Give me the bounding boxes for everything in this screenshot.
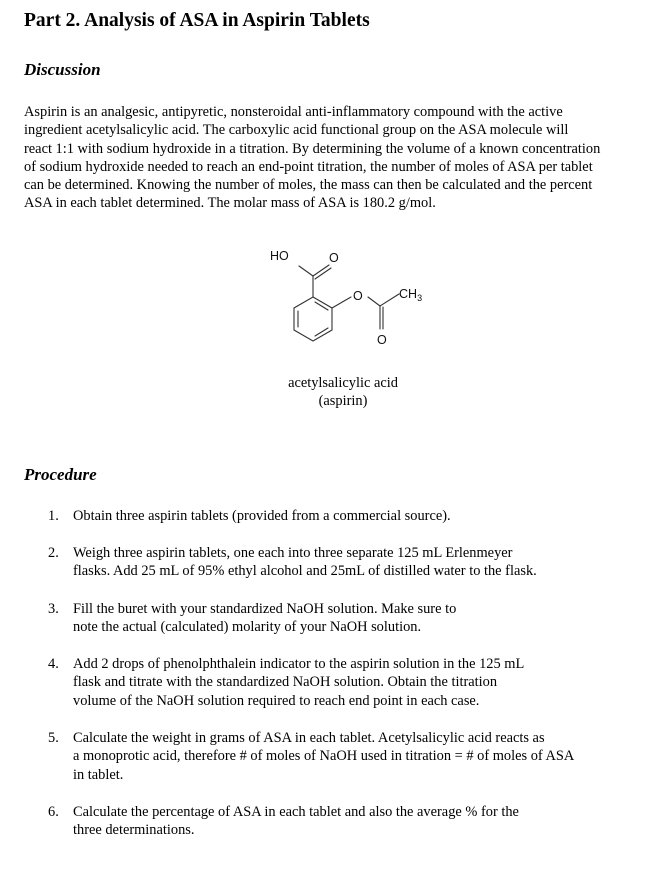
ring-double-bond bbox=[315, 328, 328, 336]
aspirin-structure-diagram bbox=[270, 240, 440, 355]
discussion-heading: Discussion bbox=[24, 60, 101, 79]
step-text bbox=[73, 803, 648, 840]
discussion-line: Aspirin is an analgesic, antipyretic, nonsteroidal anti-inflammatory compound with the active bbox=[24, 104, 563, 120]
step-line: note the actual (calculated) molarity of your NaOH solution. bbox=[73, 619, 422, 636]
aspirin-structure-svg bbox=[270, 240, 440, 355]
benzene-ring bbox=[294, 297, 332, 341]
discussion-line: ingredient acetylsalicylic acid. The carboxylic acid functional group on the ASA molecule will bbox=[24, 122, 569, 139]
caption-line: (aspirin) bbox=[318, 393, 368, 409]
step-line: a monoprotic acid, therefore # of moles of NaOH used in titration = # of moles of ASA bbox=[73, 748, 575, 765]
caption-line: acetylsalicylic acid bbox=[288, 375, 398, 391]
structure-caption bbox=[243, 374, 443, 410]
bond bbox=[332, 297, 351, 308]
step-line: flasks. Add 25 mL of 95% ethyl alcohol and 25mL of distilled water to the flask. bbox=[73, 563, 537, 580]
step-line: flask and titrate with the standardized NaOH solution. Obtain the titration bbox=[73, 674, 498, 691]
step-text bbox=[73, 729, 648, 784]
step-line: Calculate the weight in grams of ASA in each tablet. Acetylsalicylic acid reacts as bbox=[73, 730, 545, 746]
step-line: Calculate the percentage of ASA in each tablet and also the average % for the bbox=[73, 804, 519, 820]
ring-double-bond bbox=[315, 302, 328, 310]
discussion-paragraph bbox=[24, 103, 662, 213]
step-text bbox=[73, 600, 648, 637]
discussion-line: react 1:1 with sodium hydroxide in a titration. By determining the volume of a known concentration bbox=[24, 140, 601, 157]
methyl-ch: CH bbox=[399, 287, 418, 301]
step-text bbox=[73, 507, 648, 525]
step-line: Obtain three aspirin tablets (provided from a commercial source). bbox=[73, 508, 451, 524]
step-text bbox=[73, 544, 648, 581]
methyl-label bbox=[399, 287, 422, 303]
step-number: 5. bbox=[48, 730, 59, 746]
step-number: 6. bbox=[48, 804, 59, 820]
step-line: Fill the buret with your standardized NaOH solution. Make sure to bbox=[73, 601, 457, 617]
bond bbox=[299, 266, 313, 276]
step-line: Add 2 drops of phenolphthalein indicator to the aspirin solution in the 125 mL bbox=[73, 656, 525, 672]
step-number: 3. bbox=[48, 601, 59, 617]
step-line: volume of the NaOH solution required to reach end point in each case. bbox=[73, 692, 480, 709]
discussion-line: can be determined. Knowing the number of moles, the mass can then be calculated and the percent bbox=[24, 177, 593, 194]
procedure-heading: Procedure bbox=[24, 465, 97, 484]
discussion-line: ASA in each tablet determined. The molar mass of ASA is 180.2 g/mol. bbox=[24, 195, 436, 212]
discussion-line: of sodium hydroxide needed to reach an end-point titration, the number of moles of ASA per tablet bbox=[24, 158, 593, 175]
step-number: 1. bbox=[48, 508, 59, 524]
carbonyl-oxygen-label: O bbox=[329, 251, 339, 265]
ester-oxygen-label: O bbox=[353, 289, 363, 303]
step-line: in tablet. bbox=[73, 766, 124, 783]
bond bbox=[380, 294, 399, 306]
page-title: Part 2. Analysis of ASA in Aspirin Tablets bbox=[24, 10, 370, 31]
step-number: 2. bbox=[48, 545, 59, 561]
step-number: 4. bbox=[48, 656, 59, 672]
bond bbox=[368, 297, 380, 306]
step-line: three determinations. bbox=[73, 822, 195, 839]
ho-label: HO bbox=[270, 249, 289, 263]
acyl-oxygen-label: O bbox=[377, 333, 387, 347]
step-line: Weigh three aspirin tablets, one each into three separate 125 mL Erlenmeyer bbox=[73, 545, 513, 561]
methyl-subscript: 3 bbox=[417, 293, 423, 303]
step-text bbox=[73, 655, 648, 710]
